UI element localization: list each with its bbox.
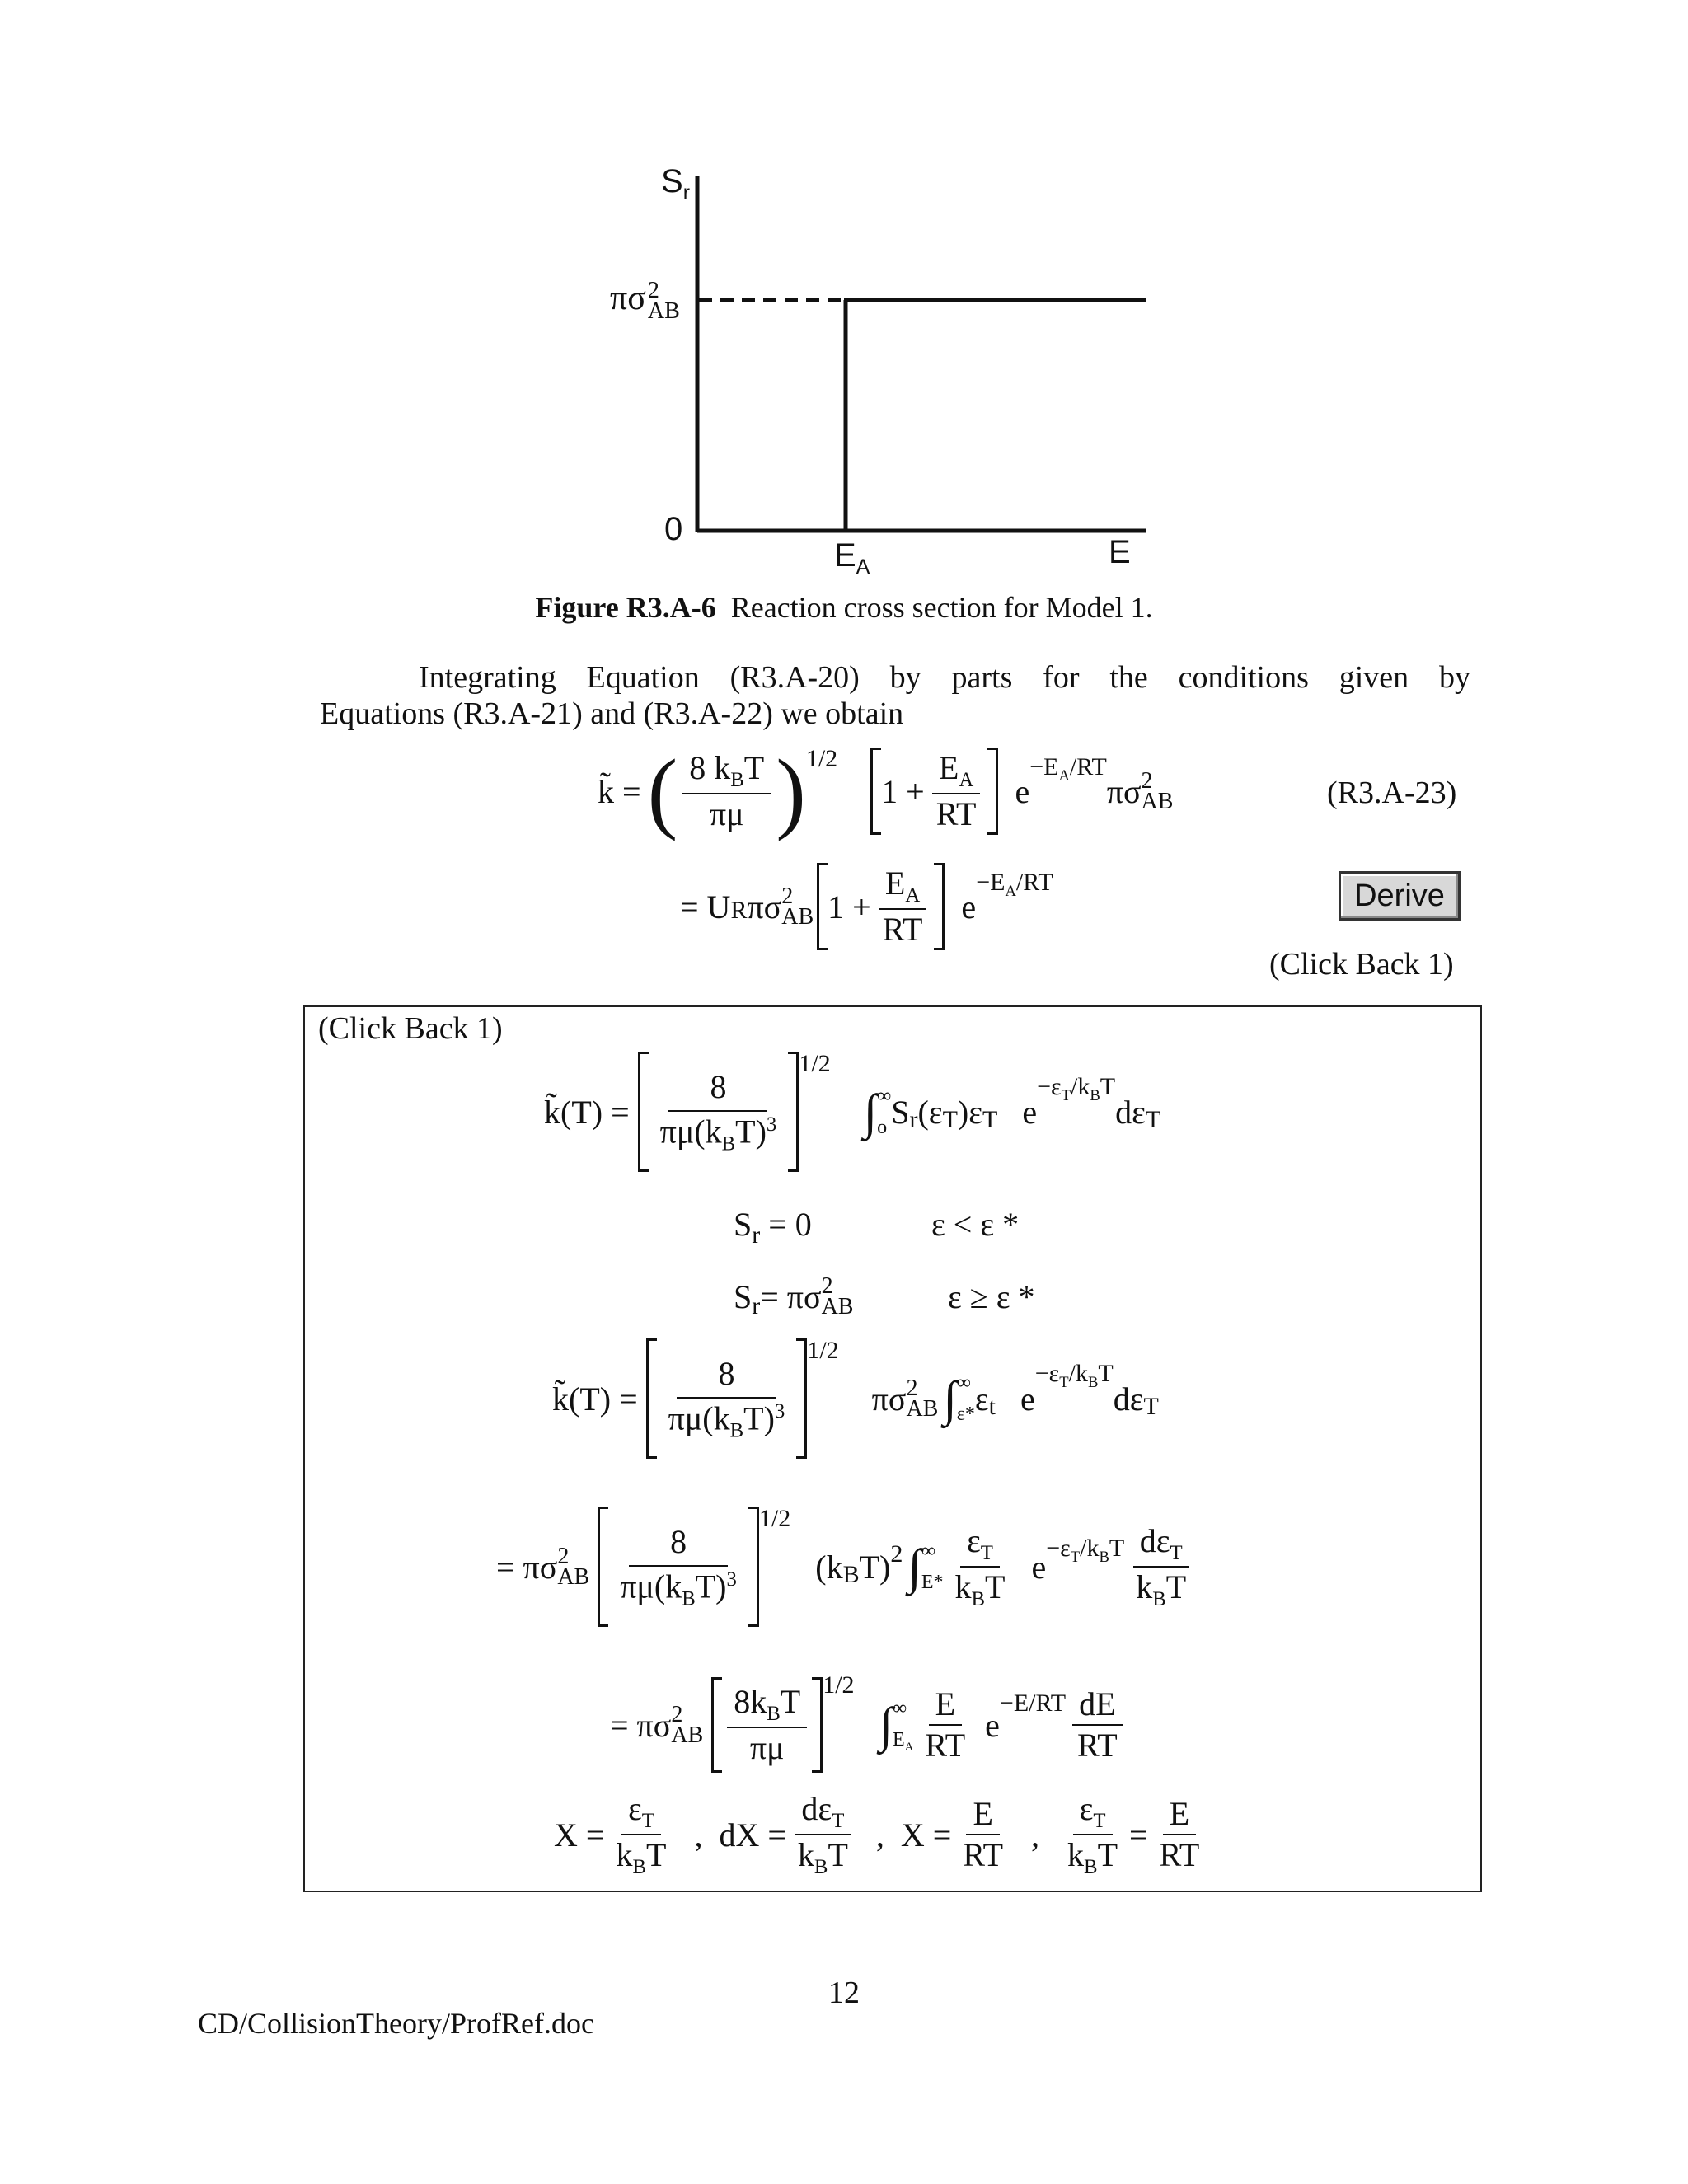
eq23-lhs: k̃ = — [598, 772, 641, 810]
eq23-frac-num-sub: B — [730, 768, 744, 791]
d1-int-upper: ∞ — [877, 1085, 892, 1107]
d4-exp-power: −E/RT — [999, 1690, 1067, 1717]
eq23b-pi-sigma-sup: 2 — [781, 883, 794, 909]
d5-frac-c — [956, 1796, 1010, 1873]
d5-b-num: dε — [801, 1789, 832, 1827]
eq23-ea-num-sub: A — [959, 768, 974, 791]
click-back-link-top[interactable]: (Click Back 1) — [1269, 947, 1454, 982]
d2-pi-sigma: πσ — [871, 1380, 907, 1418]
d2-pi-sigma-sup: 2 — [906, 1375, 918, 1401]
d4-integral: ∫ — [879, 1697, 893, 1752]
d3-den: πμ(k — [620, 1568, 682, 1605]
d2-int-upper: ∞ — [956, 1371, 971, 1394]
threshold-label — [834, 537, 870, 579]
d1-den-sup: 3 — [766, 1113, 777, 1136]
eq23b-lead-sub: R — [730, 897, 748, 924]
d3-f2-den-sub: B — [1152, 1588, 1166, 1610]
d3-f1-den: k — [954, 1568, 972, 1605]
d1-exp: e — [1022, 1093, 1038, 1131]
eq23-fraction — [682, 750, 771, 832]
d3-f1-den-sub: B — [971, 1588, 986, 1610]
d4-power: 1/2 — [823, 1671, 855, 1699]
d3-exp-power-tail: /k — [1080, 1535, 1100, 1562]
c2-rhs-sub: AB — [821, 1294, 854, 1319]
d4-f1-den: RT — [925, 1727, 966, 1764]
origin-label: 0 — [664, 511, 683, 547]
equation-r3a23: k̃ = ( $\frac{8 k_BT}{\pi\mu}$ ) 1/2 1 + $\frac{E_A}{RT}$ e $-E_A/RT$ πσ 2 AB — [598, 741, 1174, 841]
condition-2 — [734, 1272, 853, 1320]
y-level-label-sub: AB — [647, 298, 680, 325]
page-number: 12 — [828, 1975, 860, 2010]
d5-b-num-sub: T — [832, 1809, 845, 1832]
d5-a-den-sub: B — [632, 1856, 646, 1878]
c1-lhs: S — [734, 1206, 753, 1243]
d1-deps: dε — [1115, 1093, 1146, 1131]
eq23b-exp: e — [961, 888, 977, 926]
eq23b-exp-power-tail: /RT — [1015, 869, 1053, 896]
eq23-exp: e — [1015, 772, 1030, 810]
click-back-link-box[interactable]: (Click Back 1) — [318, 1011, 503, 1046]
caption-text: Reaction cross section for Model 1. — [730, 591, 1153, 624]
eq23b-ea-num: E — [884, 864, 906, 902]
d2-exp-power-sub: T — [1059, 1374, 1069, 1391]
d3-exp-power-sub: T — [1070, 1549, 1081, 1566]
c2-lhs: S — [734, 1277, 753, 1315]
paragraph-line-2: Equations (R3.A-21) and (R3.A-22) we obtain — [320, 696, 904, 731]
d2-pi-sigma-sub: AB — [906, 1396, 939, 1422]
d3-den-tail: T) — [695, 1568, 727, 1605]
threshold-label-sub: A — [856, 556, 870, 579]
equation-r3a23-b — [680, 857, 1053, 956]
eq23b-one-plus: 1 + — [828, 888, 871, 926]
y-axis-label — [661, 163, 690, 205]
eq23b-ea-num-sub: A — [905, 883, 921, 907]
d5-x3: X = — [900, 1816, 952, 1854]
d2-exp: e — [1020, 1380, 1035, 1418]
threshold-label-main: E — [834, 537, 856, 574]
d4-num-sub: B — [767, 1702, 781, 1725]
x-axis-label: E — [1109, 534, 1131, 570]
d4-exp: e — [985, 1706, 1000, 1744]
d2-deps-sub: T — [1143, 1393, 1159, 1420]
d1-power: 1/2 — [799, 1050, 831, 1077]
body-paragraph-2 — [320, 696, 1470, 732]
d3-f1-num: ε — [967, 1521, 981, 1559]
d1-den: πμ(k — [659, 1113, 722, 1151]
d2-body-sub: t — [988, 1393, 996, 1420]
d2-exp-power-tail-sub: B — [1088, 1374, 1099, 1391]
d5-d-den-tail: T — [1097, 1836, 1118, 1873]
eq23-exp-power — [1029, 753, 1107, 785]
d1-integral: ∫ — [863, 1084, 878, 1139]
d3-lhs-sup: 2 — [557, 1543, 570, 1569]
d2-deps: dε — [1113, 1380, 1144, 1418]
d2-den-tail: T) — [743, 1399, 775, 1437]
eq23b-exp-power-sub: A — [1005, 883, 1016, 900]
d2-power: 1/2 — [807, 1337, 839, 1364]
d1-body-sub: r — [909, 1106, 918, 1133]
d3-exp-power-tail-sub: B — [1099, 1549, 1109, 1566]
d5-c-den: RT — [963, 1836, 1004, 1873]
eq23b-pi-sigma-sub: AB — [781, 904, 814, 930]
eq23-rt: RT — [935, 795, 977, 833]
c2-rhs: = πσ — [760, 1277, 822, 1315]
d3-frac-2 — [1129, 1523, 1193, 1611]
d5-a-den-tail: T — [646, 1836, 667, 1873]
d5-sep3: , — [1031, 1816, 1040, 1854]
d2-lhs: k̃(T) = — [552, 1380, 638, 1418]
condition-2-range: ε ≥ ε * — [948, 1278, 1035, 1315]
d3-exp: e — [1031, 1548, 1047, 1586]
d5-e-num: E — [1163, 1796, 1196, 1835]
y-level-label-sup: 2 — [647, 278, 659, 304]
d4-frac — [727, 1684, 807, 1766]
d3-f2-den: k — [1136, 1568, 1153, 1605]
eq23-pi-sigma: πσ — [1106, 772, 1142, 810]
eq23-ea-num: E — [938, 748, 959, 786]
d3-kbt: (k — [815, 1548, 843, 1586]
d3-f1-den-tail: T — [985, 1568, 1006, 1605]
eq23-pi-sigma-sup: 2 — [1141, 767, 1153, 794]
d2-frac — [662, 1356, 792, 1442]
cross-section-figure — [0, 0, 1688, 659]
d3-f1-num-sub: T — [980, 1541, 993, 1564]
d3-exp-power — [1046, 1535, 1124, 1567]
d5-frac-d — [1061, 1791, 1124, 1879]
d5-x1: X = — [554, 1816, 605, 1854]
d2-exp-power-main: −ε — [1034, 1360, 1060, 1387]
derivation-box — [303, 1005, 1482, 1892]
d1-exp-power-tail2: T — [1100, 1073, 1116, 1100]
d2-integral: ∫ — [943, 1371, 957, 1426]
d1-body-tail2-sub: T — [982, 1106, 998, 1133]
d1-int-lower: o — [877, 1117, 888, 1138]
d5-c-num: E — [966, 1796, 999, 1835]
c2-lhs-sub: r — [752, 1292, 761, 1319]
d5-b-den-sub: B — [814, 1856, 828, 1878]
d3-f2-num: dε — [1139, 1521, 1170, 1559]
d3-int-upper: ∞ — [921, 1540, 935, 1562]
d5-x2: dX = — [719, 1816, 786, 1854]
derive-button[interactable]: Derive — [1339, 871, 1461, 921]
d4-num: 8k — [734, 1682, 767, 1720]
derivation-line-2 — [552, 1337, 1159, 1460]
d4-f2-den: RT — [1077, 1727, 1118, 1764]
eq23-ea-frac — [930, 750, 983, 832]
eq23b-pi-sigma: πσ — [747, 888, 782, 926]
d4-frac-2 — [1071, 1686, 1124, 1764]
d5-b-den-tail: T — [828, 1836, 848, 1873]
d1-num: 8 — [668, 1069, 767, 1112]
eq23-exponent: 1/2 — [805, 745, 838, 772]
d3-lhs-sub: AB — [557, 1564, 590, 1590]
derivation-line-3 — [496, 1505, 1198, 1629]
d3-power: 1/2 — [758, 1505, 791, 1532]
d2-den-sup: 3 — [774, 1399, 785, 1422]
d1-exp-power-sub: T — [1061, 1087, 1071, 1104]
d3-den-sup: 3 — [726, 1568, 737, 1591]
y-level-label-main: πσ — [610, 279, 646, 317]
eq23b-rt: RT — [882, 911, 923, 949]
eq23-exp-power-sub: A — [1058, 767, 1070, 785]
d1-exp-power — [1037, 1073, 1115, 1105]
d1-den-sub: B — [721, 1132, 736, 1155]
d5-sep1: , — [694, 1816, 703, 1854]
d4-f2-num: dE — [1072, 1686, 1122, 1726]
d2-den-sub: B — [729, 1419, 744, 1442]
eq23-frac-den: πμ — [709, 795, 744, 833]
eq23-frac-num: 8 k — [689, 748, 731, 786]
eq23b-lead: = U — [680, 888, 731, 926]
paragraph-line-1: Integrating Equation (R3.A-20) by parts for the conditions given by — [419, 660, 1470, 695]
d4-lhs: = πσ — [610, 1706, 672, 1744]
d2-exp-power-tail2: T — [1098, 1360, 1114, 1387]
eq23b-ea-frac — [876, 865, 930, 948]
footer-filename: CD/CollisionTheory/ProfRef.doc — [198, 2007, 594, 2040]
c2-rhs-sup: 2 — [821, 1272, 833, 1299]
d3-f2-den-tail: T — [1165, 1568, 1187, 1605]
d2-int-lower: ε* — [956, 1404, 975, 1425]
derivation-line-5 — [554, 1785, 1211, 1884]
eq23-exp-power-main: −E — [1029, 753, 1059, 780]
d3-f2-num-sub: T — [1170, 1541, 1183, 1564]
d2-exp-power-tail: /k — [1068, 1360, 1088, 1387]
y-axis-label-sub: r — [682, 182, 690, 204]
d3-num: 8 — [629, 1524, 728, 1567]
d3-frac-1 — [948, 1523, 1011, 1611]
d3-kbt-sub: B — [842, 1561, 860, 1588]
d3-frac — [613, 1524, 743, 1610]
d1-den-tail: T) — [735, 1113, 767, 1151]
d2-num: 8 — [677, 1356, 776, 1399]
d5-a-num: ε — [627, 1789, 642, 1827]
eq23b-exp-power — [976, 869, 1053, 901]
d3-exp-power-tail2: T — [1109, 1535, 1125, 1562]
d2-exp-power — [1035, 1360, 1114, 1392]
c1-rhs: = 0 — [760, 1206, 812, 1243]
c1-lhs-sub: r — [752, 1221, 761, 1249]
eq23b-exp-power-main: −E — [976, 869, 1006, 896]
d1-body-tail: (ε — [917, 1093, 943, 1131]
d5-frac-b — [791, 1791, 855, 1879]
d2-body: ε — [974, 1380, 989, 1418]
d5-frac-e — [1153, 1796, 1207, 1873]
d5-sep2: , — [875, 1816, 884, 1854]
d5-d-den: k — [1067, 1836, 1085, 1873]
d1-deps-sub: T — [1145, 1106, 1161, 1133]
d5-frac-a — [609, 1791, 673, 1879]
eq23-one-plus: 1 + — [881, 772, 925, 810]
body-paragraph — [320, 659, 1470, 696]
d1-body-tail-sub: T — [942, 1106, 958, 1133]
d5-d-num-sub: T — [1093, 1809, 1106, 1832]
d4-lhs-sub: AB — [671, 1722, 704, 1748]
d1-body: S — [891, 1093, 910, 1131]
d5-d-den-sub: B — [1084, 1856, 1098, 1878]
d1-exp-power-tail: /k — [1071, 1073, 1090, 1100]
d1-exp-power-tail-sub: B — [1090, 1087, 1100, 1104]
d4-den: πμ — [749, 1729, 785, 1767]
eq23-frac-num-tail: T — [743, 748, 765, 786]
condition-1-range: ε < ε * — [931, 1206, 1020, 1243]
d4-int-upper: ∞ — [893, 1697, 907, 1719]
d3-kbt-sup: 2 — [890, 1540, 903, 1568]
d4-f1-num: E — [929, 1686, 962, 1726]
d5-a-num-sub: T — [641, 1809, 654, 1832]
d1-body-tail2: )ε — [957, 1093, 983, 1131]
caption-label: Figure R3.A-6 — [535, 591, 716, 624]
d4-num-tail: T — [780, 1682, 801, 1720]
condition-1 — [734, 1205, 812, 1249]
d3-exp-power-main: −ε — [1046, 1535, 1071, 1562]
y-level-label — [610, 278, 680, 325]
d3-int-lower: E* — [921, 1572, 944, 1593]
d1-exp-power-main: −ε — [1037, 1073, 1062, 1100]
eq23-pi-sigma-sub: AB — [1141, 789, 1174, 814]
d5-eq: = — [1129, 1816, 1148, 1854]
d5-e-den: RT — [1159, 1836, 1200, 1873]
derivation-line-4 — [610, 1671, 1129, 1779]
d4-int-lower-sub: A — [904, 1740, 914, 1754]
eq23-exp-power-tail: /RT — [1069, 753, 1107, 780]
d4-lhs-sup: 2 — [671, 1701, 683, 1727]
d3-lhs: = πσ — [496, 1548, 558, 1586]
d5-b-den: k — [797, 1836, 814, 1873]
d3-den-sub: B — [682, 1587, 696, 1610]
d3-kbt-tail: T) — [859, 1548, 891, 1586]
y-axis-label-main: S — [661, 163, 683, 199]
derivation-line-1 — [544, 1050, 1160, 1174]
eq23-number: (R3.A-23) — [1327, 776, 1457, 810]
d4-frac-1 — [918, 1686, 972, 1764]
d3-integral: ∫ — [907, 1539, 921, 1594]
d1-lhs: k̃(T) = — [544, 1093, 630, 1131]
figure-caption — [0, 590, 1688, 625]
d1-frac — [654, 1069, 784, 1155]
d5-a-den: k — [616, 1836, 633, 1873]
d5-d-num: ε — [1079, 1789, 1094, 1827]
d2-den: πμ(k — [668, 1399, 730, 1437]
d4-int-lower: E — [893, 1728, 905, 1750]
